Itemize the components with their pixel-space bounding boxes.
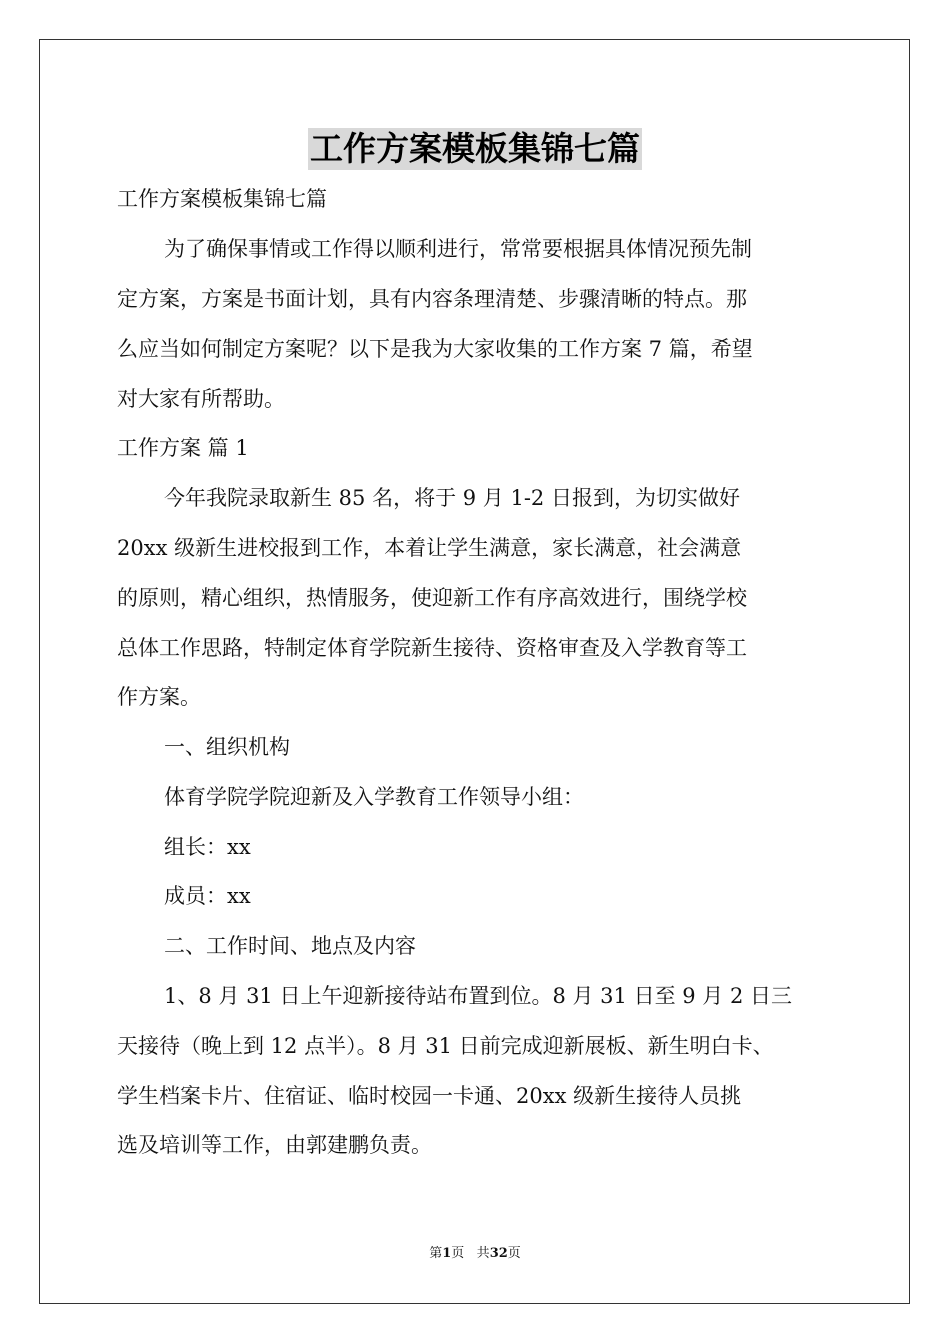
paragraph-line: 总体工作思路，特制定体育学院新生接待、资格审查及入学教育等工 xyxy=(117,636,747,660)
total-pages: 32 xyxy=(489,1246,508,1261)
paragraph-line: 对大家有所帮助。 xyxy=(117,387,285,411)
paragraph-line: 学生档案卡片、住宿证、临时校园一卡通、20xx 级新生接待人员挑 xyxy=(117,1084,742,1108)
paragraph-line: 1、8 月 31 日上午迎新接待站布置到位。8 月 31 日至 9 月 2 日三 xyxy=(164,984,792,1008)
page-prefix: 第 xyxy=(429,1246,443,1261)
subheading-time-location: 二、工作时间、地点及内容 xyxy=(164,934,416,958)
paragraph-line: 体育学院学院迎新及入学教育工作领导小组： xyxy=(164,785,584,809)
page-footer xyxy=(0,1246,950,1262)
leader-line: 组长：xx xyxy=(164,835,251,859)
paragraph-line: 定方案，方案是书面计划，具有内容条理清楚、步骤清晰的特点。那 xyxy=(117,287,747,311)
total-prefix: 共 xyxy=(476,1246,490,1261)
paragraph-line: 为了确保事情或工作得以顺利进行，常常要根据具体情况预先制 xyxy=(164,237,752,261)
paragraph-line: 选及培训等工作，由郭建鹏负责。 xyxy=(117,1133,432,1157)
subtitle-line: 工作方案模板集锦七篇 xyxy=(117,187,327,211)
paragraph-line: 天接待（晚上到 12 点半）。8 月 31 日前完成迎新展板、新生明白卡、 xyxy=(117,1034,774,1058)
paragraph-line: 作方案。 xyxy=(117,685,201,709)
paragraph-line: 么应当如何制定方案呢？以下是我为大家收集的工作方案 7 篇，希望 xyxy=(117,337,753,361)
page-number: 1 xyxy=(442,1246,452,1261)
paragraph-line: 的原则，精心组织，热情服务，使迎新工作有序高效进行，围绕学校 xyxy=(117,586,747,610)
page-border xyxy=(39,39,910,1304)
document-title: 工作方案模板集锦七篇 xyxy=(310,129,640,168)
title-wrap xyxy=(0,128,950,170)
page-suffix: 页 xyxy=(451,1246,465,1261)
paragraph-line: 今年我院录取新生 85 名，将于 9 月 1-2 日报到，为切实做好 xyxy=(164,486,740,510)
member-line: 成员：xx xyxy=(164,884,251,908)
total-suffix: 页 xyxy=(507,1246,521,1261)
paragraph-line: 20xx 级新生进校报到工作，本着让学生满意，家长满意，社会满意 xyxy=(117,536,742,560)
section-heading: 工作方案 篇 1 xyxy=(117,436,249,460)
subheading-organization: 一、组织机构 xyxy=(164,735,290,759)
